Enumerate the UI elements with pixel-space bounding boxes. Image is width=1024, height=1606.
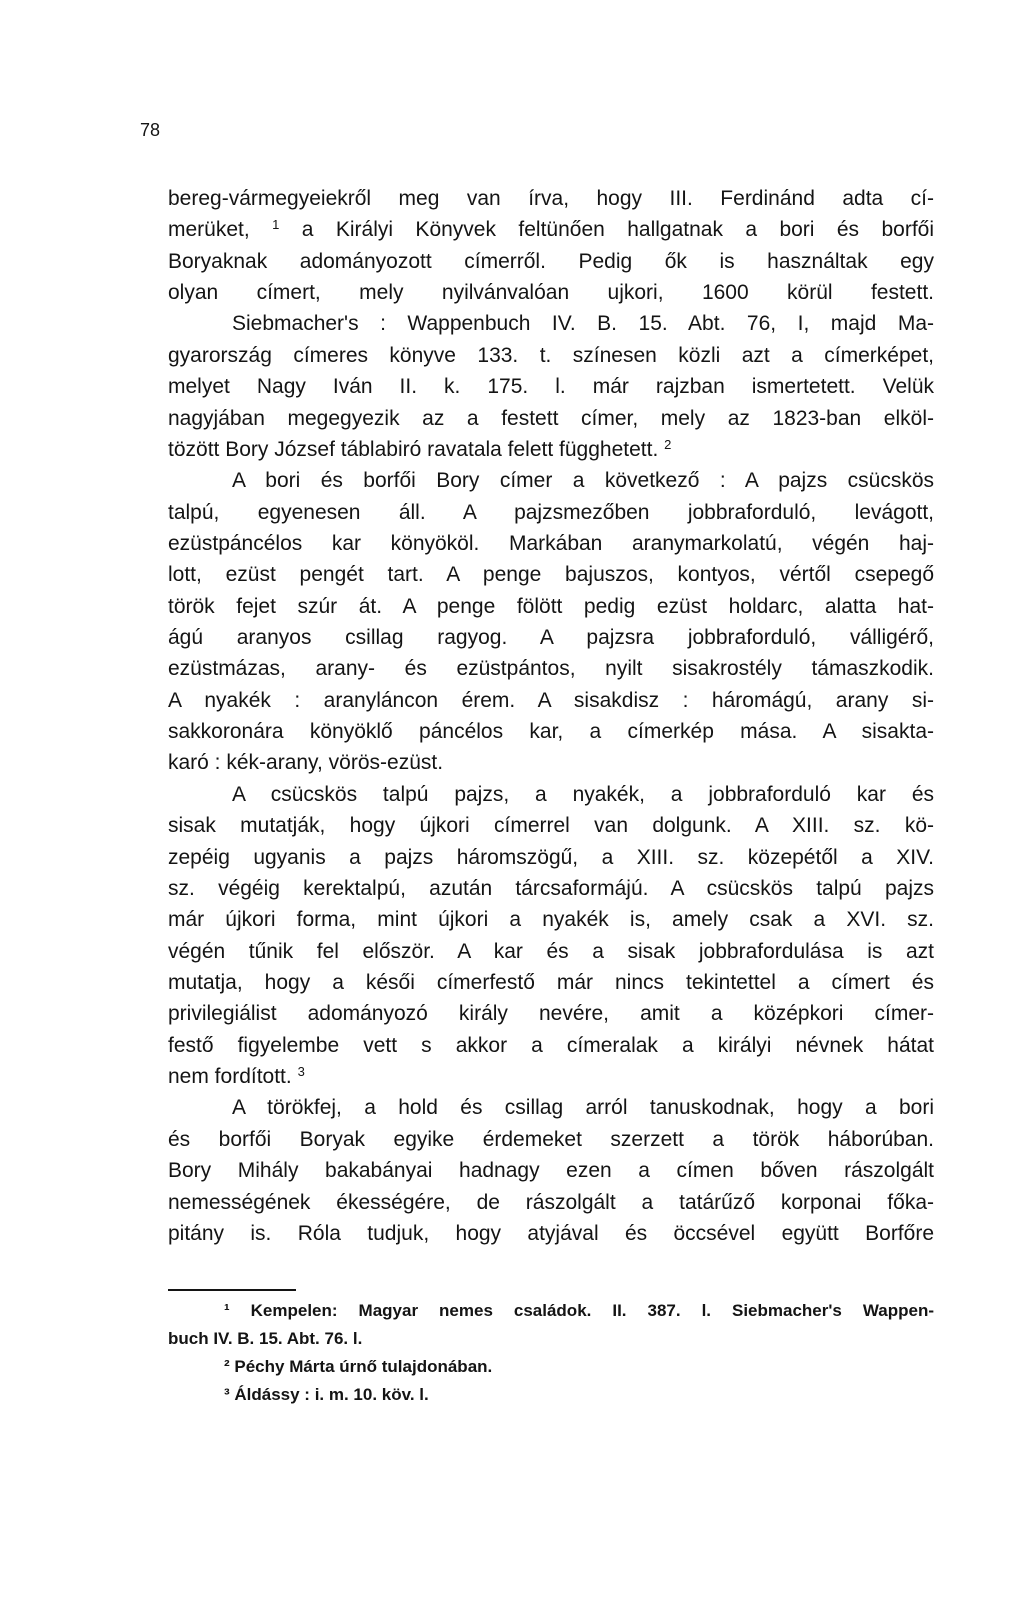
text-line <box>168 465 934 496</box>
text-line <box>168 246 934 277</box>
text-line <box>168 183 934 214</box>
text-line-content: nemességének ékességére, de rászolgált a tatárűző korponai főka- <box>168 1190 934 1214</box>
footnote-reference: 2 <box>664 436 672 452</box>
text-line-content: A csücskös talpú pajzs, a nyakék, a jobbraforduló kar és <box>232 782 934 806</box>
text-line-content: privilegiálist adományozó király nevére, amit a középkori címer- <box>168 1002 934 1026</box>
text-line-content: sisak mutatják, hogy újkori címerrel van dolgunk. A XIII. sz. kö- <box>168 814 934 838</box>
text-line <box>168 747 934 778</box>
text-line <box>168 873 934 904</box>
text-line <box>168 653 934 684</box>
text-line <box>168 1124 934 1155</box>
text-line <box>168 842 934 873</box>
text-line <box>168 685 934 716</box>
text-line-content: sakkoronára könyöklő páncélos kar, a címerkép mása. A sisakta- <box>168 720 934 744</box>
text-line-content: pitány is. Róla tudjuk, hogy atyjával és öccsével együtt Borfőre <box>168 1221 934 1245</box>
text-line-content: bereg-vármegyeiekről meg van írva, hogy III. Ferdinánd adta cí- <box>168 187 934 210</box>
text-line-content: a Királyi Könyvek feltünően hallgatnak a bori és borfői <box>279 218 934 242</box>
text-line <box>168 1187 934 1218</box>
text-line <box>168 371 934 402</box>
text-line <box>168 998 934 1029</box>
text-line <box>168 716 934 747</box>
text-line <box>168 497 934 528</box>
text-line <box>168 1092 934 1123</box>
text-line-content: talpú, egyenesen áll. A pajzsmezőben jobbraforduló, levágott, <box>168 500 934 524</box>
text-line-content: zepéig ugyanis a pajzs háromszögű, a XIII. sz. közepétől a XIV. <box>168 845 934 869</box>
text-line-content: festő figyelembe vett s akkor a címeralak a királyi névnek hátat <box>168 1033 934 1057</box>
text-line <box>168 967 934 998</box>
text-line <box>168 308 934 339</box>
text-line <box>168 559 934 590</box>
footnote-reference: 1 <box>272 217 280 233</box>
text-line <box>168 1155 934 1186</box>
text-line-content: A bori és borfői Bory címer a következő : A pajzs csücskös <box>232 469 934 493</box>
text-line <box>168 214 934 245</box>
text-line <box>168 810 934 841</box>
text-line-content: ágú aranyos csillag ragyog. A pajzsra jobbraforduló, válligérő, <box>168 626 934 650</box>
text-line <box>168 779 934 810</box>
text-line-content: karó : kék-arany, vörös-ezüst. <box>168 751 444 775</box>
footnote-line: ³ Áldássy : i. m. 10. köv. l. <box>224 1385 429 1404</box>
text-line <box>168 434 934 465</box>
text-line-content: sz. végéig kerektalpú, azután tárcsaformájú. A csücskös talpú pajzs <box>168 876 934 900</box>
text-line <box>168 1030 934 1061</box>
text-line-content: török fejet szúr át. A penge fölött pedig ezüst holdarc, alatta hat- <box>168 594 934 618</box>
text-line <box>168 340 934 371</box>
footnote-reference: 3 <box>297 1064 305 1080</box>
text-line-content: ezüstmázas, arany- és ezüstpántos, nyilt sisakrostély támaszkodik. <box>168 657 934 681</box>
footnote-divider <box>168 1289 296 1291</box>
text-line-content: Boryaknak adományozott címerről. Pedig ők is használtak egy <box>168 249 934 273</box>
main-text <box>168 183 934 1249</box>
text-line-content: olyan címert, mely nyilvánvalóan ujkori, 1600 körül festett. <box>168 281 934 305</box>
text-line-content: nagyjában megegyezik az a festett címer, mely az 1823-ban elköl- <box>168 406 934 430</box>
text-line-content: lott, ezüst pengét tart. A penge bajuszos, kontyos, vértől csepegő <box>168 563 934 587</box>
footnote-line: ² Péchy Márta úrnő tulajdonában. <box>224 1357 493 1376</box>
text-line <box>168 528 934 559</box>
text-line <box>168 936 934 967</box>
text-line <box>168 277 934 308</box>
text-line-content: gyarország címeres könyve 133. t. színesen közli azt a címerképet, <box>168 343 934 367</box>
text-line-content: végén tűnik fel először. A kar és a sisak jobbrafordulása is azt <box>168 939 934 963</box>
text-line <box>168 1218 934 1249</box>
text-line <box>168 622 934 653</box>
footnote-line: ¹ Kempelen: Magyar nemes családok. II. 387. l. Siebmacher's Wappen- <box>224 1301 934 1320</box>
text-line <box>168 1061 934 1092</box>
text-line-content: már újkori forma, mint újkori a nyakék is, amely csak a XVI. sz. <box>168 908 934 932</box>
text-line-content: A törökfej, a hold és csillag arról tanuskodnak, hogy a bori <box>232 1096 934 1120</box>
text-line-content: Bory Mihály bakabányai hadnagy ezen a címen bőven rászolgált <box>168 1159 934 1183</box>
page-number: 78 <box>140 120 161 140</box>
text-line-content: Siebmacher's : Wappenbuch IV. B. 15. Abt. 76, I, majd Ma- <box>232 312 934 336</box>
text-line <box>168 403 934 434</box>
text-line-content: melyet Nagy Iván II. k. 175. l. már rajzban ismertetett. Velük <box>168 375 934 399</box>
text-line-content: A nyakék : aranyláncon érem. A sisakdisz : háromágú, arany si- <box>168 688 934 712</box>
text-line-content: ezüstpáncélos kar könyököl. Markában aranymarkolatú, végén haj- <box>168 531 934 555</box>
text-line-content: nem fordított. <box>168 1065 298 1089</box>
text-line-content: mutatja, hogy a késői címerfestő már nincs tekintettel a címert és <box>168 970 934 994</box>
text-line-content: tözött Bory József táblabiró ravatala felett függhetett. <box>168 437 665 461</box>
footnotes <box>168 1297 934 1409</box>
text-line <box>168 591 934 622</box>
text-line <box>168 904 934 935</box>
text-line-content: merüket, <box>168 218 273 242</box>
footnote-line: buch IV. B. 15. Abt. 76. l. <box>168 1329 363 1348</box>
text-line-content: és borfői Boryak egyike érdemeket szerzett a török háborúban. <box>168 1127 934 1151</box>
